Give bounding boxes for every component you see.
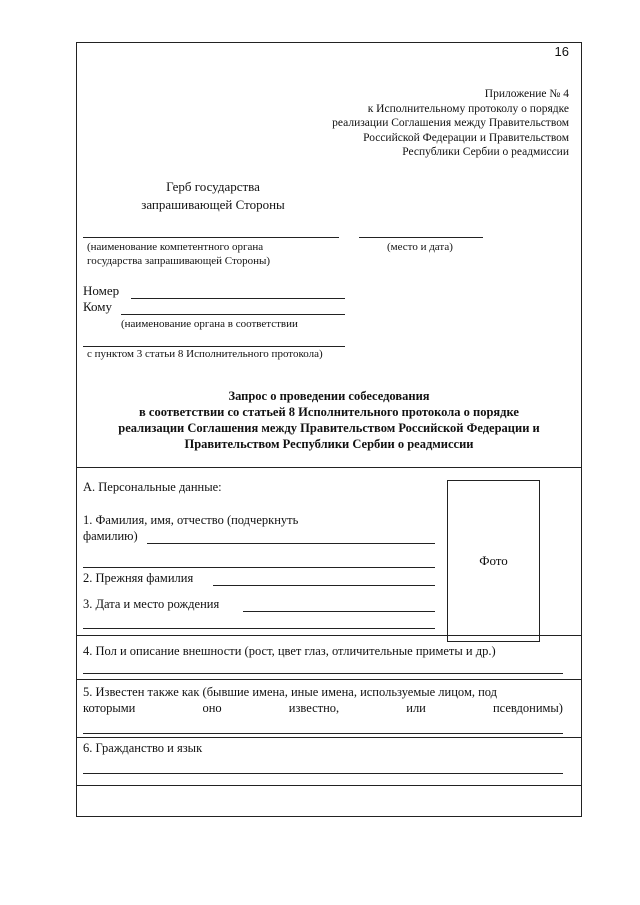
field-6-label: 6. Гражданство и язык bbox=[83, 741, 203, 755]
field-5-word: известно, bbox=[288, 701, 340, 715]
birth-date-place-field[interactable] bbox=[243, 611, 435, 612]
field-2-label: 2. Прежняя фамилия bbox=[83, 571, 194, 585]
aliases-field[interactable] bbox=[83, 733, 563, 734]
field-5-word: или bbox=[406, 701, 426, 715]
photo-label: Фото bbox=[479, 553, 508, 568]
field-5-label-cont bbox=[83, 701, 563, 716]
field-5-word: псевдонимы) bbox=[492, 701, 563, 715]
recipient-caption-2: с пунктом 3 статьи 8 Исполнительного протокола) bbox=[87, 348, 323, 360]
appendix-line: Российской Федерации и Правительством bbox=[363, 131, 569, 144]
coat-of-arms-placeholder bbox=[133, 178, 293, 214]
document-frame bbox=[76, 42, 582, 817]
title-line: Запрос о проведении собеседования bbox=[228, 389, 430, 403]
coat-of-arms-line: запрашивающей Стороны bbox=[141, 197, 285, 212]
authority-line[interactable] bbox=[83, 237, 339, 238]
page-number: 16 bbox=[554, 44, 569, 59]
number-field[interactable] bbox=[131, 298, 345, 299]
photo-box[interactable] bbox=[447, 480, 540, 642]
to-label: Кому bbox=[83, 299, 113, 314]
appearance-field[interactable] bbox=[83, 673, 563, 674]
place-date-line[interactable] bbox=[359, 237, 483, 238]
section-divider bbox=[77, 785, 581, 786]
appendix-line: реализации Соглашения между Правительством bbox=[332, 117, 569, 129]
previous-surname-field[interactable] bbox=[213, 585, 435, 586]
full-name-field-2[interactable] bbox=[83, 567, 435, 568]
field-4-label: 4. Пол и описание внешности (рост, цвет глаз, отличительные приметы и др.) bbox=[83, 644, 496, 658]
recipient-field[interactable] bbox=[121, 314, 345, 315]
appendix-line: Республики Сербии о реадмиссии bbox=[402, 146, 569, 158]
section-divider bbox=[77, 679, 581, 680]
section-divider bbox=[77, 635, 581, 636]
place-date-caption: (место и дата) bbox=[387, 241, 453, 253]
field-5-word: оно bbox=[202, 701, 222, 715]
title-line: реализации Соглашения между Правительством Российской Федерации и bbox=[118, 421, 540, 435]
citizenship-language-field[interactable] bbox=[83, 773, 563, 774]
appendix-line: к Исполнительному протоколу о порядке bbox=[367, 102, 569, 115]
authority-caption-line: государства запрашивающей Стороны) bbox=[87, 255, 271, 267]
authority-caption bbox=[87, 240, 270, 268]
authority-caption-line: (наименование компетентного органа bbox=[87, 241, 264, 253]
title-line: в соответствии со статьей 8 Исполнительного протокола о порядке bbox=[139, 405, 519, 419]
field-5-label: 5. Известен также как (бывшие имена, иные имена, используемые лицом, под bbox=[83, 685, 498, 699]
birth-date-place-field-2[interactable] bbox=[83, 628, 435, 629]
section-a-heading: А. Персональные данные: bbox=[83, 480, 222, 494]
field-3-label: 3. Дата и место рождения bbox=[83, 597, 220, 611]
full-name-field[interactable] bbox=[147, 543, 435, 544]
field-1-label: 1. Фамилия, имя, отчество (подчеркнуть bbox=[83, 513, 299, 527]
request-title bbox=[83, 388, 575, 452]
coat-of-arms-line: Герб государства bbox=[166, 179, 260, 194]
field-5-word: которыми bbox=[83, 701, 136, 715]
section-divider bbox=[77, 737, 581, 738]
field-1-label-cont: фамилию) bbox=[83, 529, 138, 543]
appendix-line: Приложение № 4 bbox=[484, 88, 569, 100]
appendix-note bbox=[332, 87, 569, 160]
title-line: Правительством Республики Сербии о реадмиссии bbox=[184, 437, 474, 451]
recipient-caption: (наименование органа в соответствии bbox=[121, 318, 298, 330]
section-divider bbox=[77, 467, 581, 468]
number-label: Номер bbox=[83, 283, 120, 298]
